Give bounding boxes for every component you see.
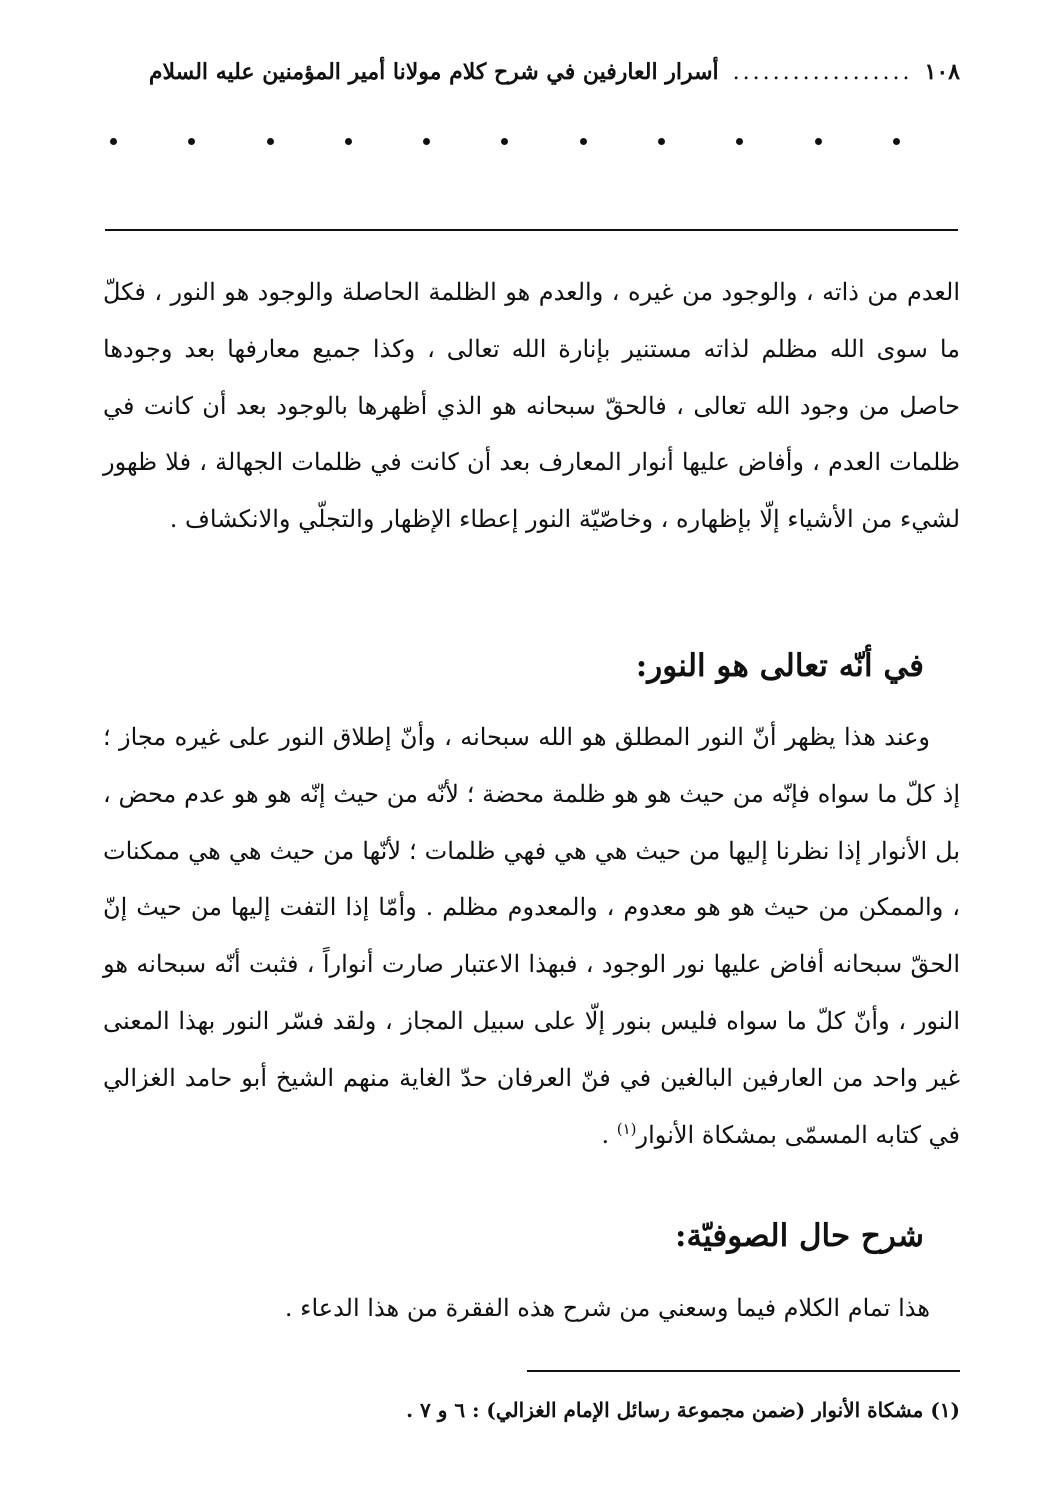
footnote bbox=[103, 1394, 960, 1426]
footnote-divider bbox=[527, 1370, 960, 1372]
paragraph-2-text: وعند هذا يظهر أنّ النور المطلق هو الله سبحانه ، وأنّ إطلاق النور على غيره مجاز ؛ إذ كلّ ما سواه فإنّه من حيث هو هو ظلمة محضة ؛ لأنّه من حيث إنّه هو هو عدم محض ، بل الأنوار إذا نظرنا إليها من حيث هي هي فهي ظلمات ؛ لأنّها من حيث هي هي ممكنات ، والممكن من حيث هو هو معدوم ، والمعدوم مظلم . وأمّا إذا التفت إليها من حيث إنّ الحقّ سبحانه أفاض عليها نور الوجود ، فبهذا الاعتبار صارت أنواراً ، فثبت أنّه سبحانه هو النور ، وأنّ كلّ ما سواه فليس بنور إلّا على سبيل المجاز ، ولقد فسّر النور بهذا المعنى غير واحد من العارفين البالغين في فنّ العرفان حدّ الغاية منهم الشيخ أبو حامد الغزالي في كتابه المسمّى بمشكاة الأنوار bbox=[103, 723, 960, 1149]
header-leader-dots: .................. bbox=[732, 59, 913, 85]
dot-ornament bbox=[110, 138, 117, 145]
section-heading-light: في أنّه تعالى هو النور: bbox=[635, 648, 924, 684]
running-title: أسرار العارفين في شرح كلام مولانا أمير المؤمنين عليه السلام bbox=[148, 59, 719, 85]
section-heading-sufis: شرح حال الصوفيّة: bbox=[675, 1218, 924, 1254]
paragraph-2-end: . bbox=[601, 1120, 617, 1149]
paragraph-1: العدم من ذاته ، والوجود من غيره ، والعدم هو الظلمة الحاصلة والوجود هو النور ، فكلّ ما سوى الله مظلم لذاته مستنير بإنارة الله تعالى ، وكذا جميع معارفها بعد وجودها حاصل من وجود الله تعالى ، فالحقّ سبحانه هو الذي أظهرها بالوجود بعد أن كانت في ظلمات العدم ، وأفاض عليها أنوار المعارف بعد أن كانت في ظلمات الجهالة ، فلا ظهور لشيء من الأشياء إلّا بإظهاره ، وخاصّيّة النور إعطاء الإظهار والتجلّي والانكشاف . bbox=[103, 278, 960, 534]
paragraph-2 bbox=[103, 709, 960, 1163]
dot-ornament bbox=[501, 138, 508, 145]
paragraph-3: هذا تمام الكلام فيما وسعني من شرح هذه الفقرة من هذا الدعاء . bbox=[284, 1294, 930, 1322]
dot-ornament bbox=[423, 138, 430, 145]
dot-ornament bbox=[736, 138, 743, 145]
ornamental-dots-row bbox=[100, 138, 960, 168]
header-divider bbox=[105, 229, 958, 231]
dot-ornament bbox=[267, 138, 274, 145]
page-number: ١٠٨ bbox=[924, 59, 960, 85]
dot-ornament bbox=[580, 138, 587, 145]
footnote-reference[interactable]: (١) bbox=[616, 1119, 637, 1138]
dot-ornament bbox=[658, 138, 665, 145]
footnote-marker: (١) bbox=[930, 1398, 960, 1422]
dot-ornament bbox=[345, 138, 352, 145]
running-header bbox=[100, 52, 960, 92]
dot-ornament bbox=[188, 138, 195, 145]
footnote-text: مشكاة الأنوار (ضمن مجموعة رسائل الإمام الغزالي) : ٦ و ٧ . bbox=[406, 1398, 924, 1422]
dot-ornament bbox=[815, 138, 822, 145]
dot-ornament bbox=[893, 138, 900, 145]
